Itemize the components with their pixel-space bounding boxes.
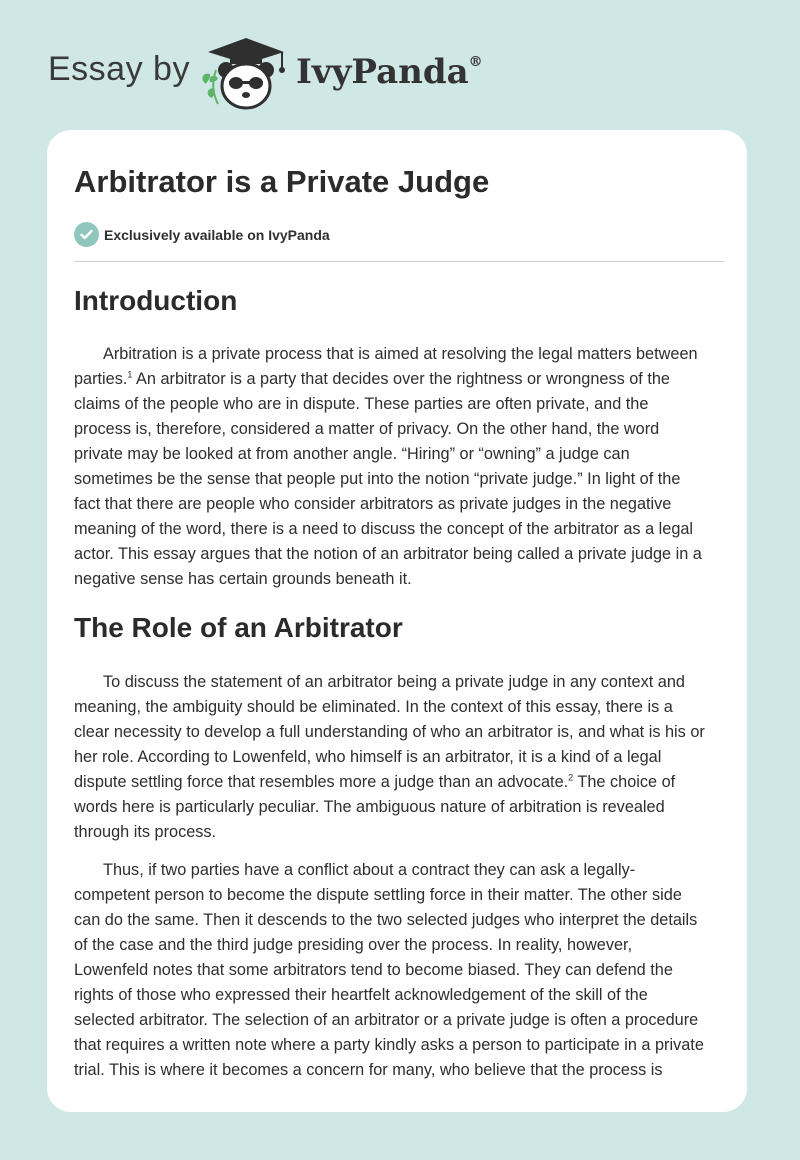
paragraph-line: Arbitration is a private process that is aimed at resolving the legal matters between (103, 345, 698, 363)
paragraph-line: dispute settling force that resembles more a judge than an advocate.$^2$ The choice of (74, 772, 676, 791)
paragraph-line: negative sense has certain grounds beneath it. (74, 570, 412, 588)
paragraph-line: meaning of the word, there is a need to discuss the concept of the arbitrator as a legal (74, 520, 694, 538)
footnote-ref[interactable]: 2 (568, 772, 574, 783)
footnote-ref[interactable]: 1 (127, 369, 133, 380)
paragraph-line: To discuss the statement of an arbitrator being a private judge in any context and (103, 673, 685, 691)
essay-card (47, 130, 747, 1112)
section-heading-introduction: Introduction (74, 285, 238, 316)
paragraph-line: meaning, the ambiguity should be eliminated. In the context of this essay, there is a (74, 698, 673, 716)
paragraph-line: actor. This essay argues that the notion of an arbitrator being called a private judge in a (74, 545, 702, 563)
paragraph-line: fact that there are people who consider arbitrators as private judges in the negative (74, 495, 672, 513)
paragraph-line: of the case and the third judge presiding over the process. In reality, however, (74, 936, 633, 954)
paragraph-line: selected arbitrator. The selection of an arbitrator or a private judge is often a procedure (74, 1011, 699, 1029)
paragraph (74, 670, 724, 845)
paragraph-line: clear necessity to develop a full understanding of who an arbitrator is, and what is his or (74, 723, 705, 741)
paragraph-line: parties.$^1$ An arbitrator is a party that decides over the rightness or wrongness of the (74, 369, 670, 388)
paragraph-line: private may be looked at from another angle. “Hiring” or “owning” a judge can (74, 445, 630, 463)
brand-name[interactable]: IvyPanda® (296, 52, 483, 92)
paragraph-line: claims of the people who are in dispute. These parties are often private, and the (74, 395, 649, 413)
paragraph-line: competent person to become the dispute settling force in their matter. The other side (74, 886, 682, 904)
page-title: Arbitrator is a Private Judge (74, 164, 490, 199)
paragraph-line: Lowenfeld notes that some arbitrators tend to become biased. They can defend the (74, 961, 673, 979)
paragraph-line: can do the same. Then it descends to the two selected judges who interpret the details (74, 911, 698, 929)
site-header (0, 0, 800, 125)
essay-by-label: Essay by (48, 50, 190, 88)
exclusive-badge-label: Exclusively available on IvyPanda (104, 226, 330, 243)
paragraph-line: through its process. (74, 823, 217, 841)
paragraph-line: rights of those who expressed their heartfelt acknowledgement of the skill of the (74, 986, 648, 1004)
paragraph-line: words here is particularly peculiar. The ambiguous nature of arbitration is revealed (74, 798, 665, 816)
check-icon (74, 222, 99, 247)
paragraph (74, 858, 724, 1083)
panda-logo-icon[interactable] (196, 34, 296, 112)
divider (74, 261, 724, 262)
paragraph-line: that requires a written note where a party kindly asks a person to participate in a private (74, 1036, 704, 1054)
paragraph-line: trial. This is where it becomes a concern for many, who believe that the process is (74, 1061, 663, 1079)
paragraph-line: Thus, if two parties have a conflict about a contract they can ask a legally- (103, 861, 636, 879)
section-heading-role: The Role of an Arbitrator (74, 612, 403, 643)
paragraph-line: process is, therefore, considered a matter of privacy. On the other hand, the word (74, 420, 660, 438)
paragraph-line: sometimes be the sense that people put into the notion “private judge.” In light of the (74, 470, 681, 488)
paragraph-line: her role. According to Lowenfeld, who himself is an arbitrator, it is a kind of a legal (74, 748, 662, 766)
exclusive-badge (74, 222, 330, 247)
paragraph (74, 342, 724, 592)
